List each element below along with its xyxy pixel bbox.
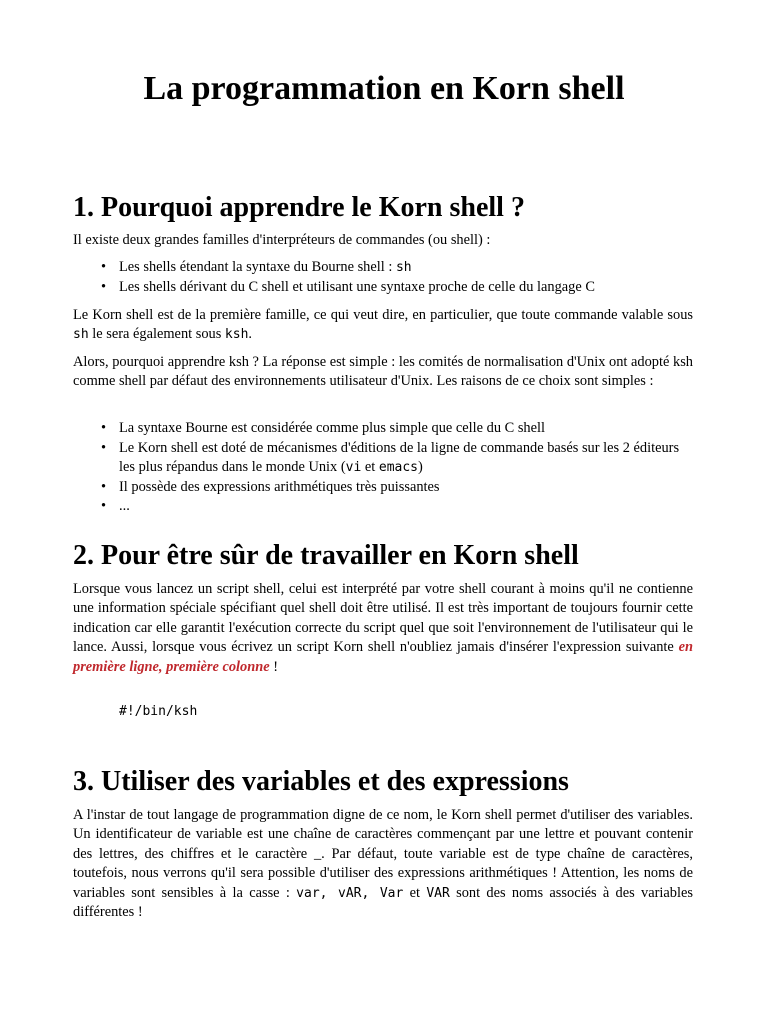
list-item: • Le Korn shell est doté de mécanismes d'éditions de la ligne de commande basés sur les 2 éditeurs les plus répandus dans le monde Unix (vi et emacs): [73, 439, 693, 478]
emphasis-text: en première ligne, première colonne: [73, 639, 693, 675]
section-1-intro: Il existe deux grandes familles d'interpréteurs de commandes (ou shell) :: [73, 232, 491, 248]
list-item: • ...: [73, 497, 693, 517]
list-item: • Il possède des expressions arithmétiques très puissantes: [73, 478, 693, 498]
list-item: • Les shells dérivant du C shell et utilisant une syntaxe proche de celle du langage C: [73, 278, 693, 298]
shell-families-list: [73, 258, 693, 297]
section-3-paragraph: A l'instar de tout langage de programmation digne de ce nom, le Korn shell permet d'utiliser des variables. Un identificateur de variable est une chaîne de caractères commençant par une lettre et pouvant contenir des lettres, des chiffres et le caractère _. Par défaut, toute variable est de type chaîne de caractères, toutefois, nous verrons qu'il sera possible d'utiliser des expressions arithmétiques ! Attention, les noms de variables sont sensibles à la casse : var, vAR, Var et VAR sont des noms associés à des variables différentes !: [73, 807, 693, 921]
section-1-heading: 1. Pourquoi apprendre le Korn shell ?: [73, 192, 525, 223]
section-3-heading: 3. Utiliser des variables et des expressions: [73, 766, 569, 797]
section-2-paragraph: Lorsque vous lancez un script shell, celui est interprété par votre shell courant à moins qu'il ne contienne une information spéciale spécifiant quel shell doit être utilisé. Il est très important de toujours fournir cette indication car elle garantit l'exécution correcte du script quel que soit l'environnement de l'utilisateur qui le lance. Aussi, lorsque vous écrivez un script Korn shell n'oubliez jamais d'insérer l'expression suivante en première ligne, première colonne !: [73, 581, 693, 675]
section-1-paragraph-2: Le Korn shell est de la première famille, ce qui veut dire, en particulier, que toute commande valable sous sh le sera également sous ksh.: [73, 307, 693, 343]
section-1-paragraph-3: Alors, pourquoi apprendre ksh ? La réponse est simple : les comités de normalisation d'Unix ont adopté ksh comme shell par défaut des environnements utilisateur d'Unix. Les raisons de ce choix sont simples :: [73, 354, 693, 390]
list-item: • Les shells étendant la syntaxe du Bourne shell : sh: [73, 258, 693, 278]
list-item: • La syntaxe Bourne est considérée comme plus simple que celle du C shell: [73, 419, 693, 439]
reasons-list: [73, 419, 693, 517]
shebang-code-block: #!/bin/ksh: [119, 704, 198, 719]
section-2-heading: 2. Pour être sûr de travailler en Korn shell: [73, 540, 579, 571]
page-title: La programmation en Korn shell: [143, 70, 625, 107]
